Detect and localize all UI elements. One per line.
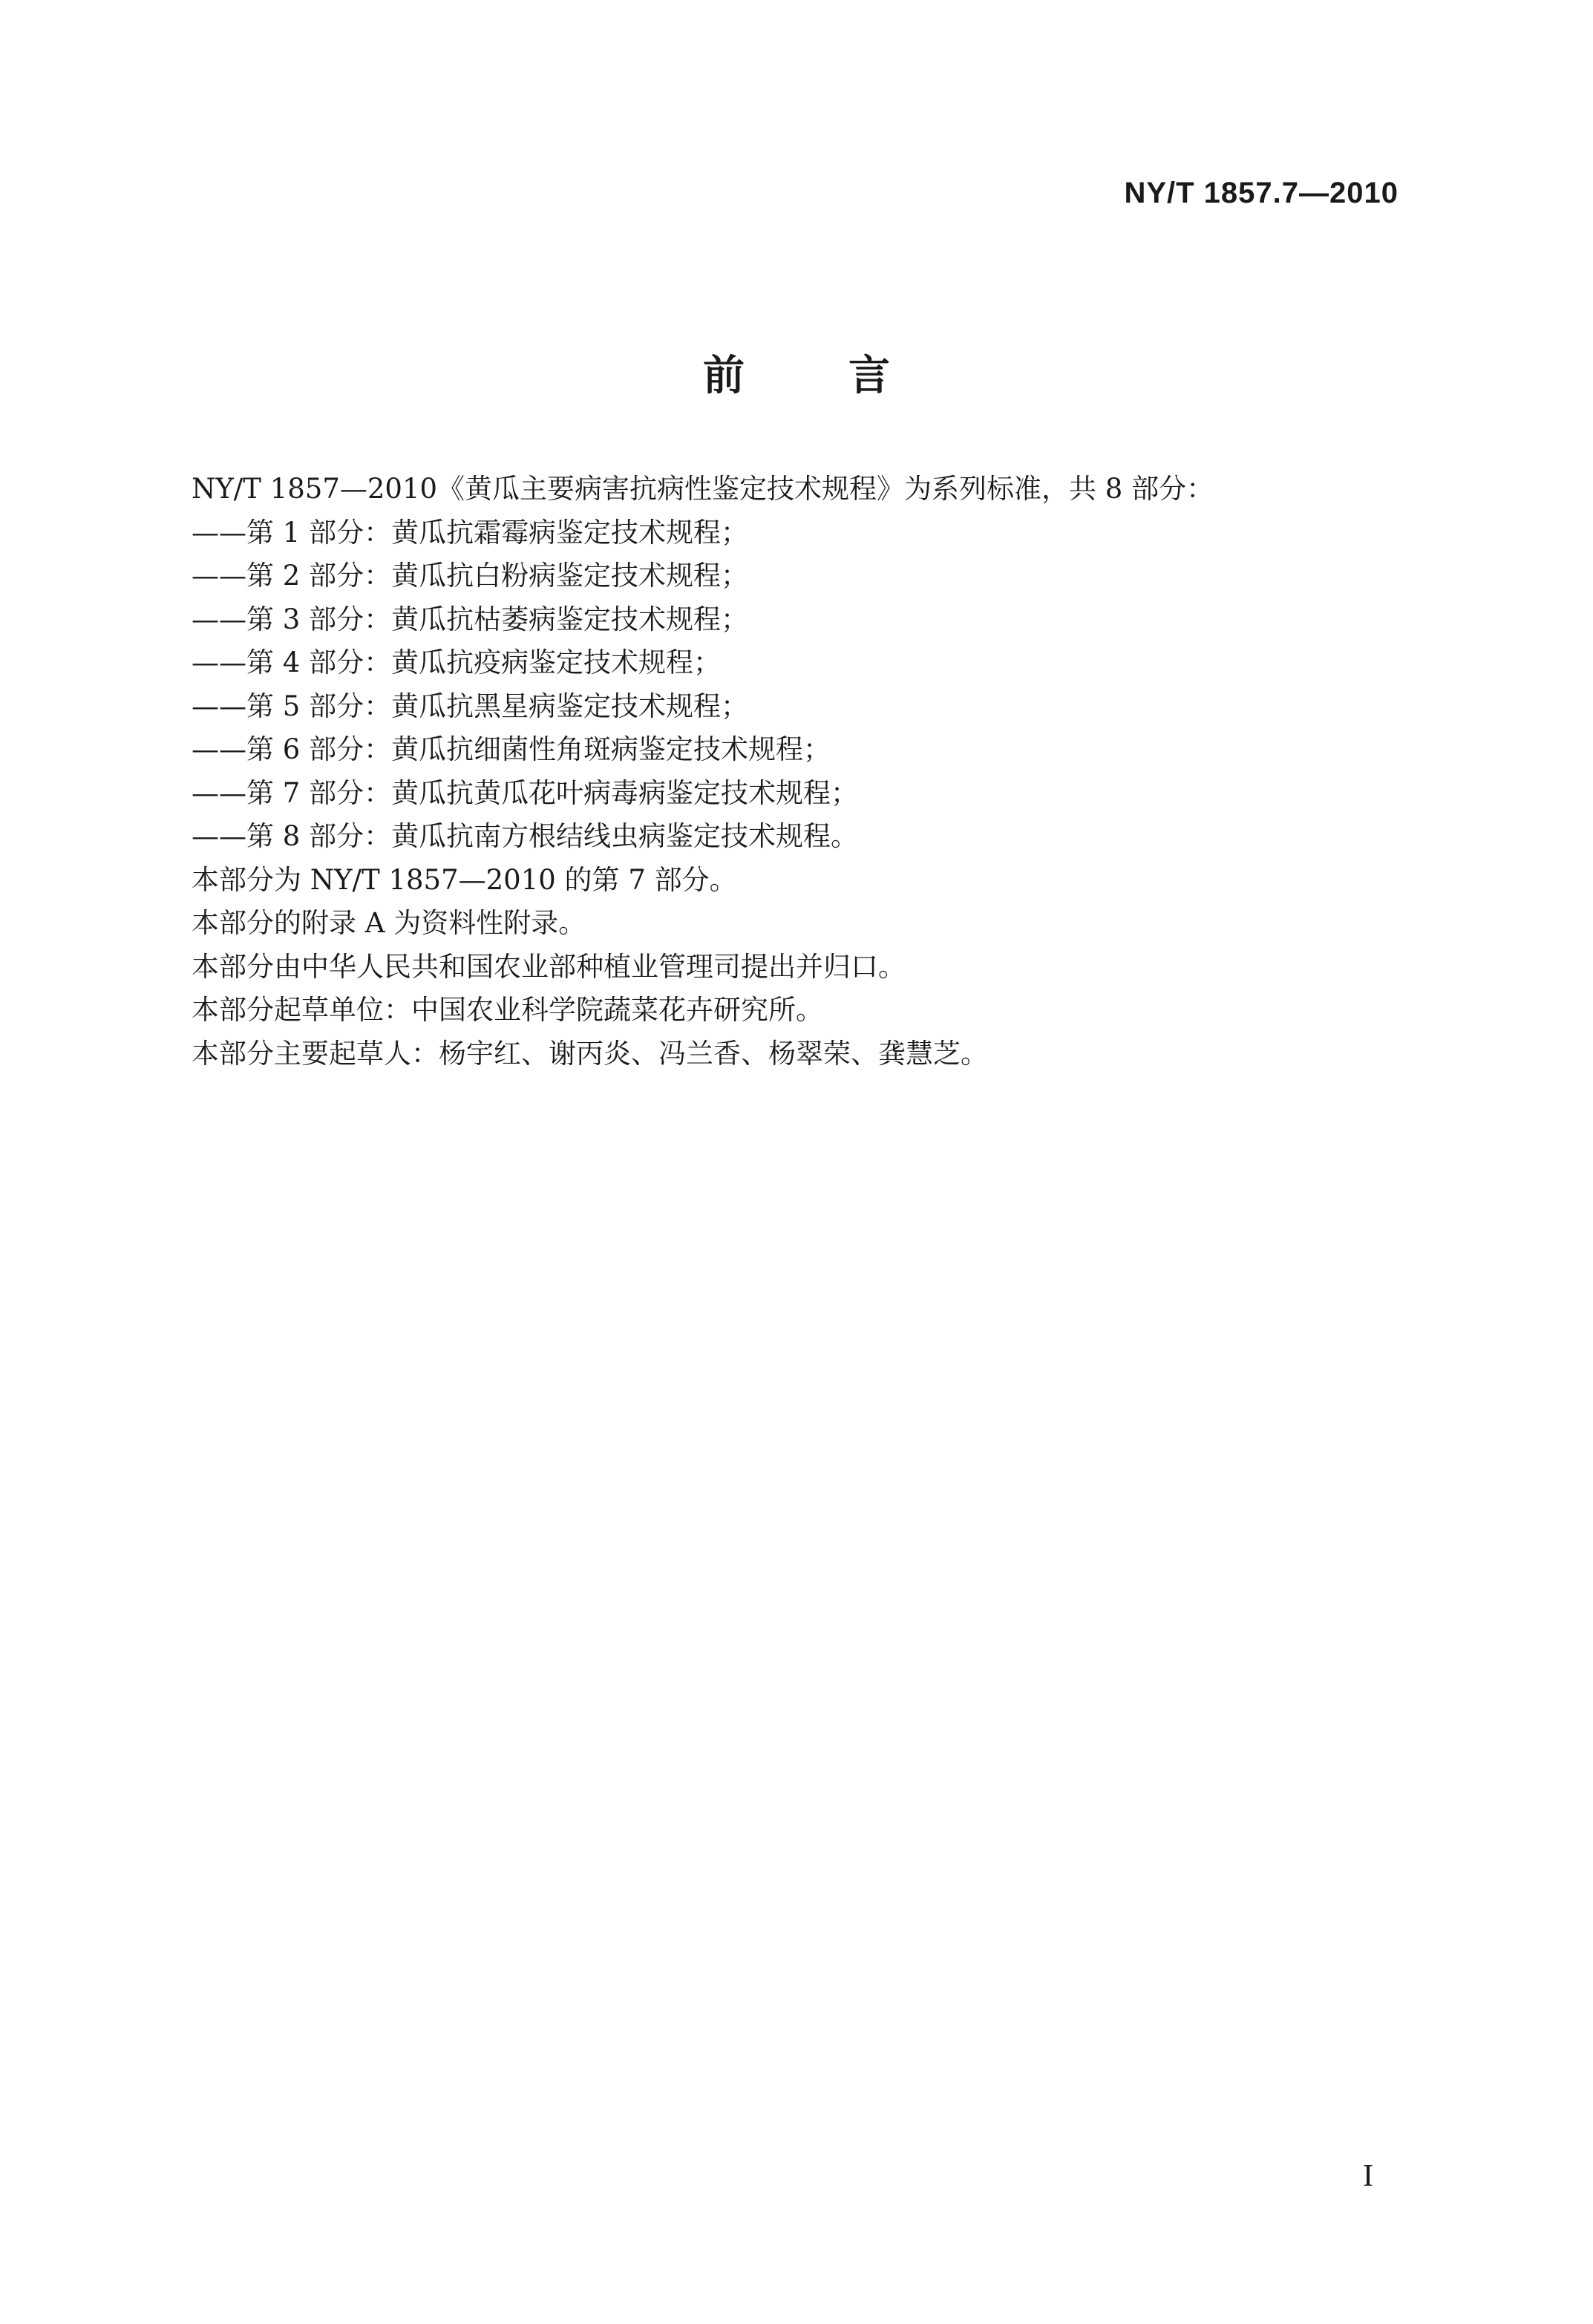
foreword-line: 本部分主要起草人：杨宇红、谢丙炎、冯兰香、杨翠荣、龚慧芝。 (192, 1037, 988, 1070)
part-list-item: ——第 1 部分：黄瓜抗霜霉病鉴定技术规程； (192, 516, 749, 549)
part-list-item: ——第 6 部分：黄瓜抗细菌性角斑病鉴定技术规程； (192, 733, 831, 765)
foreword-line: 本部分起草单位：中国农业科学院蔬菜花卉研究所。 (192, 994, 823, 1026)
part-list-item: ——第 4 部分：黄瓜抗疫病鉴定技术规程； (192, 647, 722, 678)
foreword-line: 本部分由中华人民共和国农业部种植业管理司提出并归口。 (192, 950, 906, 983)
foreword-line: NY/T 1857—2010《黄瓜主要病害抗病性鉴定技术规程》为系列标准，共 8 部分： (192, 473, 1214, 505)
foreword-line: 本部分的附录 A 为资料性附录。 (192, 907, 586, 939)
part-list-item: ——第 7 部分：黄瓜抗黄瓜花叶病毒病鉴定技术规程； (192, 776, 859, 809)
part-list-item: ——第 5 部分：黄瓜抗黑星病鉴定技术规程； (192, 690, 749, 722)
part-list-item: ——第 3 部分：黄瓜抗枯萎病鉴定技术规程； (192, 603, 749, 635)
foreword-body (192, 468, 1409, 1076)
page-number: I (1363, 2159, 1373, 2193)
page-title: 前言 (703, 352, 994, 400)
standard-code: NY/T 1857.7—2010 (1124, 177, 1399, 209)
foreword-line: 本部分为 NY/T 1857—2010 的第 7 部分。 (192, 863, 737, 896)
part-list-item: ——第 2 部分：黄瓜抗白粉病鉴定技术规程； (192, 560, 749, 592)
part-list-item: ——第 8 部分：黄瓜抗南方根结线虫病鉴定技术规程。 (192, 820, 859, 852)
